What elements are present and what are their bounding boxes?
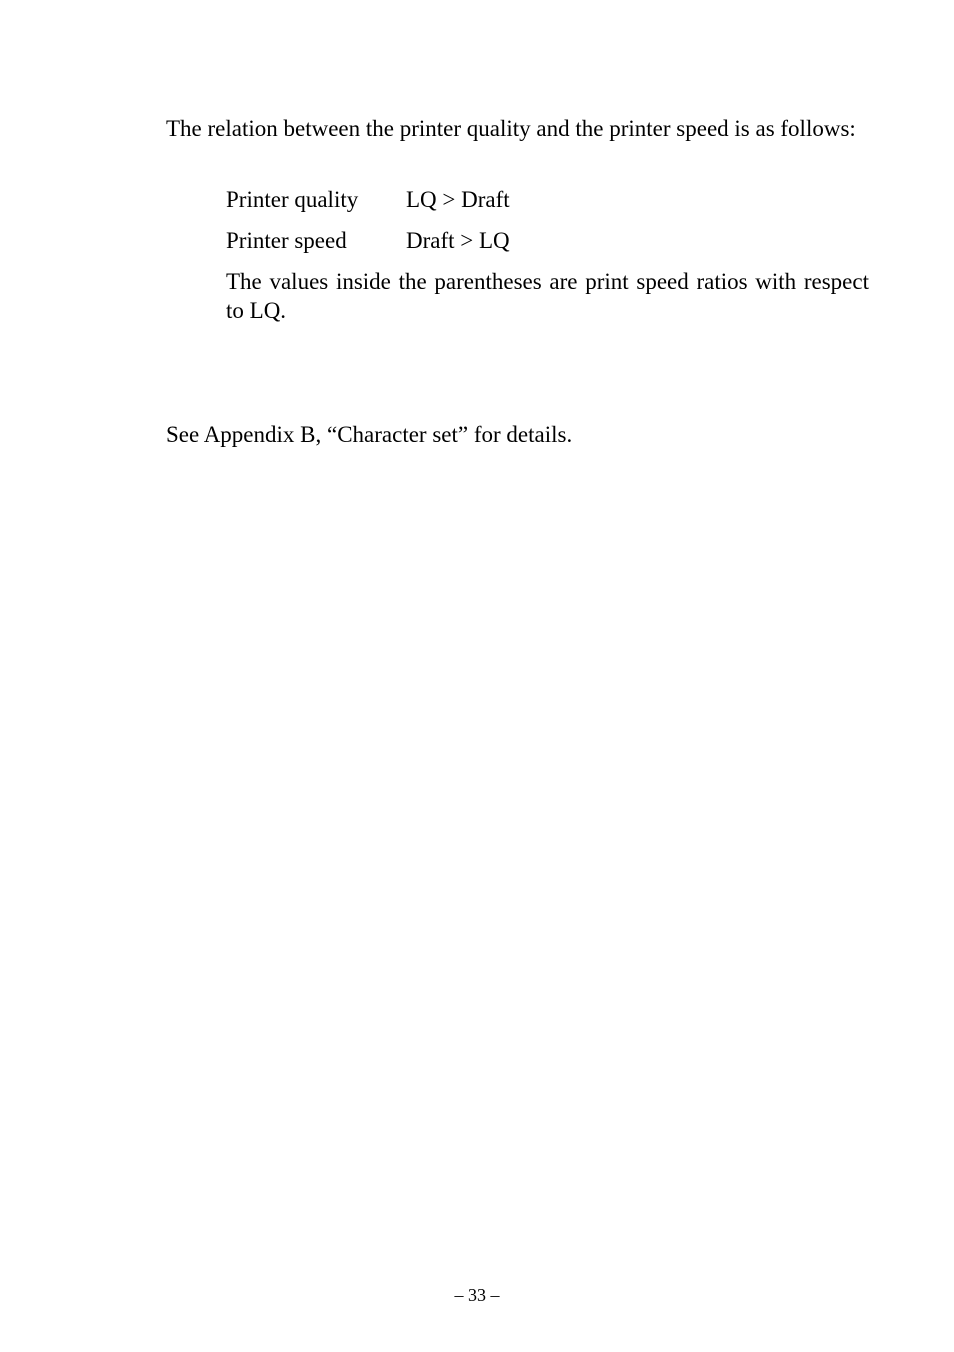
- comparison-label: Printer quality: [226, 187, 359, 212]
- intro-paragraph: The relation between the printer quality and the printer speed is as follows:: [166, 116, 856, 141]
- comparison-value: LQ > Draft: [406, 187, 510, 212]
- page-number: – 33 –: [454, 1285, 500, 1305]
- comparison-value: Draft > LQ: [406, 228, 510, 253]
- comparison-label: Printer speed: [226, 228, 347, 253]
- note-paragraph: The values inside the parentheses are print speed ratios with respect to LQ.: [226, 269, 869, 323]
- see-also-paragraph: See Appendix B, “Character set” for details.: [166, 422, 573, 447]
